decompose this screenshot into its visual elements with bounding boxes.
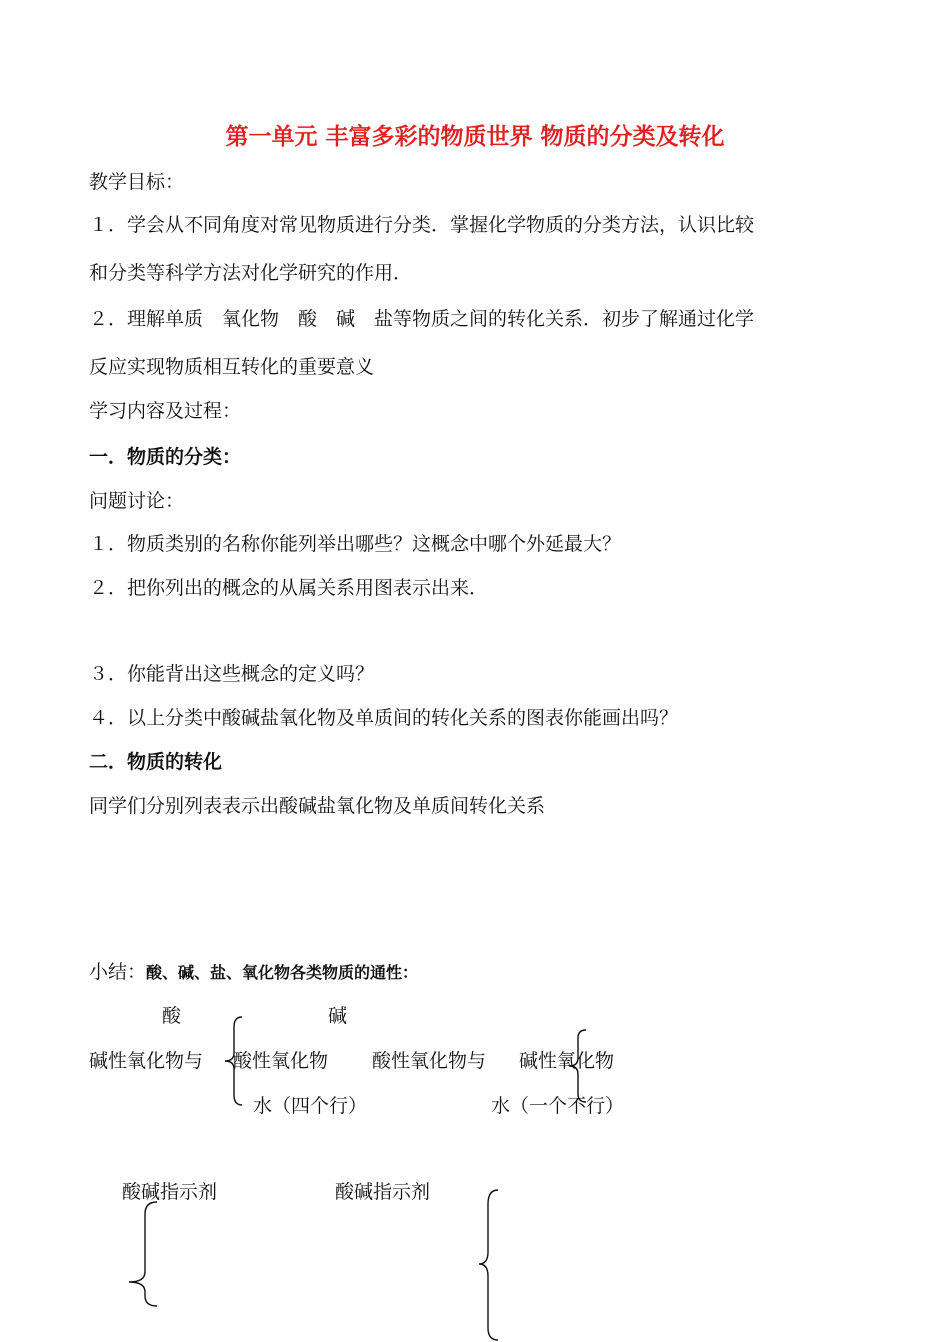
diagram-base: 碱 xyxy=(328,1005,348,1027)
page-title: 第一单元 丰富多彩的物质世界 物质的分类及转化 xyxy=(225,124,725,150)
diagram-basic-oxide-with: 碱性氧化物与 xyxy=(89,1050,204,1072)
diagram-basic-oxide: 碱性氧化物 xyxy=(519,1050,615,1072)
diagram-water-four: 水（四个行） xyxy=(253,1095,368,1117)
brace-left-oxides xyxy=(222,1015,244,1107)
section-2-text: 同学们分别列表表示出酸碱盐氧化物及单质间转化关系 xyxy=(89,795,546,817)
diagram-indicator-right: 酸碱指示剂 xyxy=(335,1181,431,1203)
diagram-indicator-left: 酸碱指示剂 xyxy=(122,1181,218,1203)
question-1: １．物质类别的名称你能列举出哪些？这概念中哪个外延最大？ xyxy=(89,533,622,555)
discussion-label: 问题讨论： xyxy=(89,490,185,512)
objectives-label: 教学目标： xyxy=(89,171,185,193)
question-3: ３．你能背出这些概念的定义吗？ xyxy=(89,663,375,685)
brace-indicator-right xyxy=(476,1188,502,1342)
process-label: 学习内容及过程： xyxy=(89,400,242,422)
question-2: ２．把你列出的概念的从属关系用图表示出来． xyxy=(89,577,489,599)
summary-line xyxy=(89,960,418,985)
objective-1-line-1: １．学会从不同角度对常见物质进行分类．掌握化学物质的分类方法，认识比较 xyxy=(89,214,755,236)
summary-prefix: 小结： xyxy=(89,961,147,983)
objective-2-line-1: ２．理解单质 氧化物 酸 碱 盐等物质之间的转化关系．初步了解通过化学 xyxy=(89,308,755,330)
objective-2-line-2: 反应实现物质相互转化的重要意义 xyxy=(89,356,375,378)
section-2-heading: 二．物质的转化 xyxy=(89,751,223,773)
diagram-water-one: 水（一个不行） xyxy=(491,1095,625,1117)
brace-indicator-left xyxy=(125,1200,161,1308)
summary-bold: 酸、碱、盐、氧化物各类物质的通性： xyxy=(146,963,419,982)
brace-right-oxides xyxy=(566,1028,588,1104)
objective-1-line-2: 和分类等科学方法对化学研究的作用． xyxy=(89,262,413,284)
section-1-heading: 一．物质的分类： xyxy=(89,446,242,468)
diagram-acidic-oxide-with: 酸性氧化物与 xyxy=(372,1050,487,1072)
diagram-acidic-oxide: 酸性氧化物 xyxy=(233,1050,329,1072)
question-4: ４．以上分类中酸碱盐氧化物及单质间的转化关系的图表你能画出吗？ xyxy=(89,707,679,729)
diagram-acid: 酸 xyxy=(162,1005,182,1027)
